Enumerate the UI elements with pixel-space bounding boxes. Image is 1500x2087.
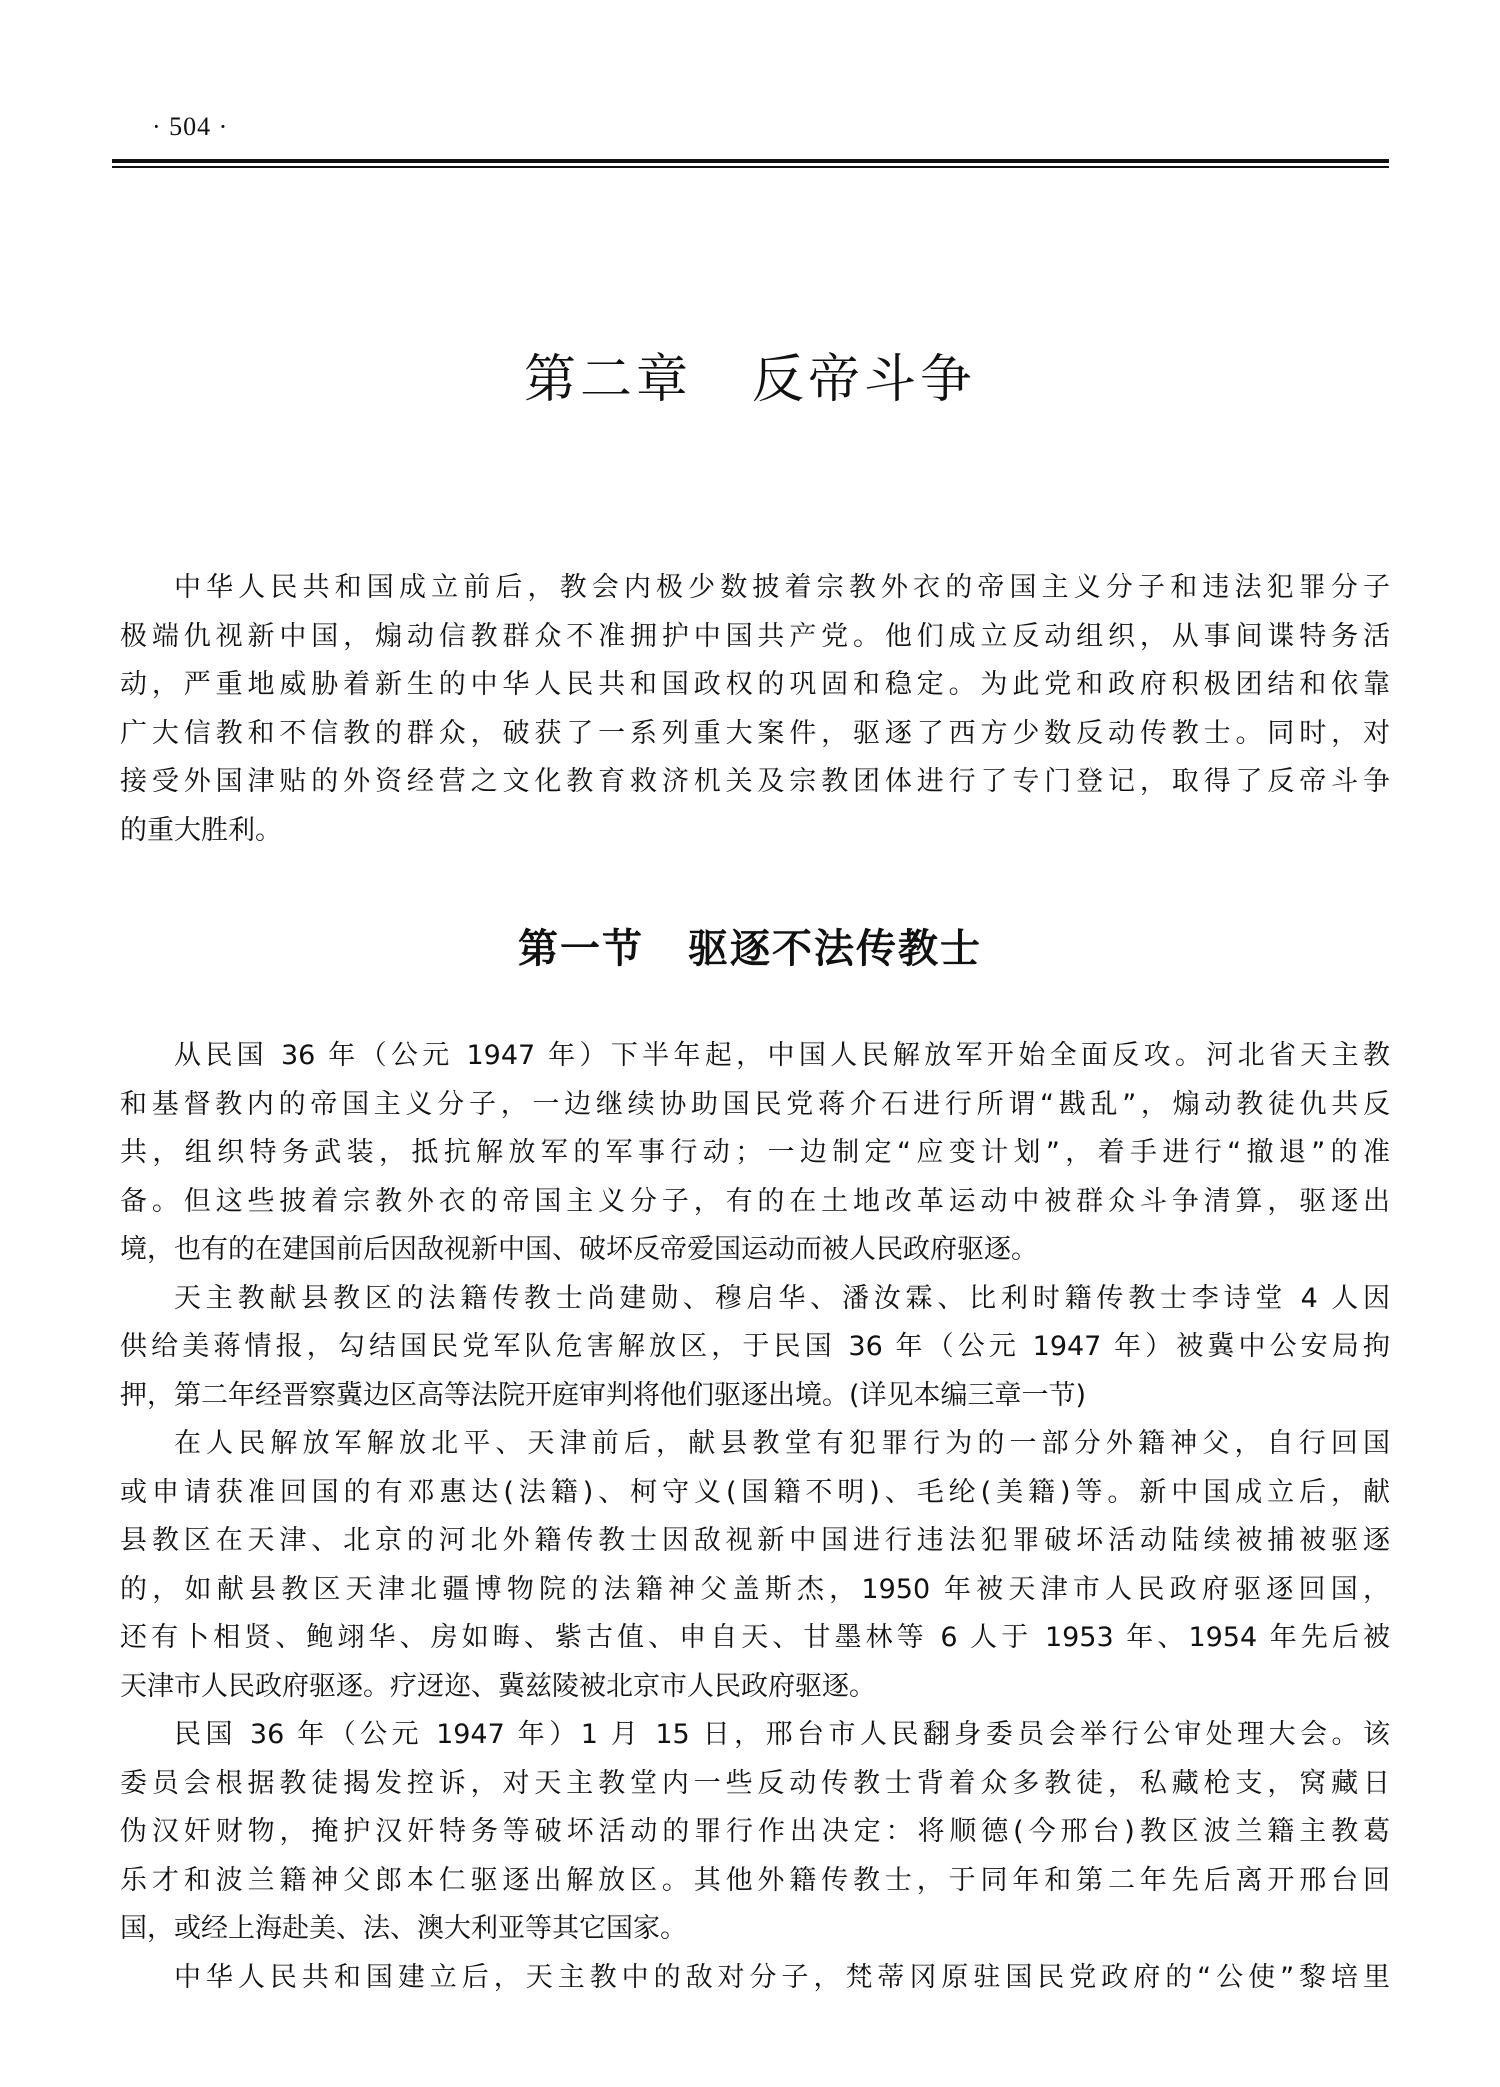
body-line: 民国 36 年（公元 1947 年）1 月 15 日，邢台市人民翻身委员会举行公审处理大会。该	[174, 1719, 1390, 1750]
body-line: 的，如献县教区天津北疆博物院的法籍神父盖斯杰，1950 年被天津市人民政府驱逐回国，	[120, 1573, 1390, 1605]
body-line: 中华人民共和国建立后，天主教中的敌对分子，梵蒂冈原驻国民党政府的“公使”黎培里	[174, 1961, 1390, 1993]
chapter-title	[0, 337, 1500, 412]
body-line: 天主教献县教区的法籍传教士尚建勋、穆启华、潘汝霖、比利时籍传教士李诗堂 4 人因	[174, 1282, 1390, 1314]
intro-line: 广大信教和不信教的群众，破获了一系列重大案件，驱逐了西方少数反动传教士。同时，对	[120, 717, 1390, 749]
intro-line: 动，严重地威胁着新生的中华人民共和国政权的巩固和稳定。为此党和政府积极团结和依靠	[120, 669, 1390, 700]
intro-line: 极端仇视新中国，煽动信教群众不准拥护中国共产党。他们成立反动组织，从事间谍特务活	[120, 620, 1390, 652]
body-line: 天津市人民政府驱逐。疗迓迩、冀兹陵被北京市人民政府驱逐。	[120, 1670, 876, 1702]
chapter-number: 第二章	[523, 350, 692, 410]
body-line: 或申请获准回国的有邓惠达(法籍)、柯守义(国籍不明)、毛纶(美籍)等。新中国成立后，献	[120, 1476, 1390, 1508]
chapter-name: 反帝斗争	[752, 350, 977, 410]
body-line: 从民国 36 年（公元 1947 年）下半年起，中国人民解放军开始全面反攻。河北省天主教	[174, 1040, 1390, 1071]
section-title	[0, 917, 1500, 974]
header-rule-thin	[112, 166, 1389, 168]
body-text	[120, 1032, 1390, 2002]
body-line: 国，或经上海赴美、法、澳大利亚等其它国家。	[120, 1913, 687, 1944]
body-line: 伪汉奸财物，掩护汉奸特务等破坏活动的罪行作出决定：将顺德(今邢台)教区波兰籍主教葛	[120, 1816, 1390, 1847]
body-line: 备。但这些披着宗教外衣的帝国主义分子，有的在土地改革运动中被群众斗争清算，驱逐出	[120, 1185, 1390, 1217]
body-line: 在人民解放军解放北平、天津前后，献县教堂有犯罪行为的一部分外籍神父，自行回国	[174, 1428, 1390, 1459]
page-number: · 504 ·	[152, 112, 229, 141]
body-line: 委员会根据教徒揭发控诉，对天主教堂内一些反动传教士背着众多教徒，私藏枪支，窝藏日	[120, 1767, 1390, 1799]
intro-line: 中华人民共和国成立前后，教会内极少数披着宗教外衣的帝国主义分子和违法犯罪分子	[174, 572, 1390, 603]
body-line: 押，第二年经晋察冀边区高等法院开庭审判将他们驱逐出境。(详见本编三章一节)	[120, 1379, 1087, 1411]
body-line: 乐才和波兰籍神父郎本仁驱逐出解放区。其他外籍传教士，于同年和第二年先后离开邢台回	[120, 1864, 1390, 1896]
intro-line: 接受外国津贴的外资经营之文化教育救济机关及宗教团体进行了专门登记，取得了反帝斗争	[120, 766, 1390, 797]
header-rule-thick	[112, 159, 1389, 163]
body-line: 供给美蒋情报，勾结国民党军队危害解放区，于民国 36 年（公元 1947 年）被冀中公安局拘	[120, 1331, 1390, 1362]
section-name: 驱逐不法传教士	[688, 926, 982, 972]
intro-paragraph	[120, 564, 1390, 855]
body-line: 共，组织特务武装，抵抗解放军的军事行动；一边制定“应变计划”，着手进行“撤退”的准	[120, 1137, 1390, 1168]
section-number: 第一节	[518, 926, 644, 972]
body-line: 县教区在天津、北京的河北外籍传教士因敌视新中国进行违法犯罪破坏活动陆续被捕被驱逐	[120, 1525, 1390, 1556]
body-line: 还有卜相贤、鲍翊华、房如晦、紫古值、申自天、甘墨林等 6 人于 1953 年、1954 年先后被	[120, 1622, 1390, 1653]
body-line: 和基督教内的帝国主义分子，一边继续协助国民党蒋介石进行所谓“戡乱”，煽动教徒仇共反	[120, 1088, 1390, 1120]
body-line: 境，也有的在建国前后因敌视新中国、破坏反帝爱国运动而被人民政府驱逐。	[120, 1234, 1038, 1265]
intro-line: 的重大胜利。	[120, 814, 282, 846]
